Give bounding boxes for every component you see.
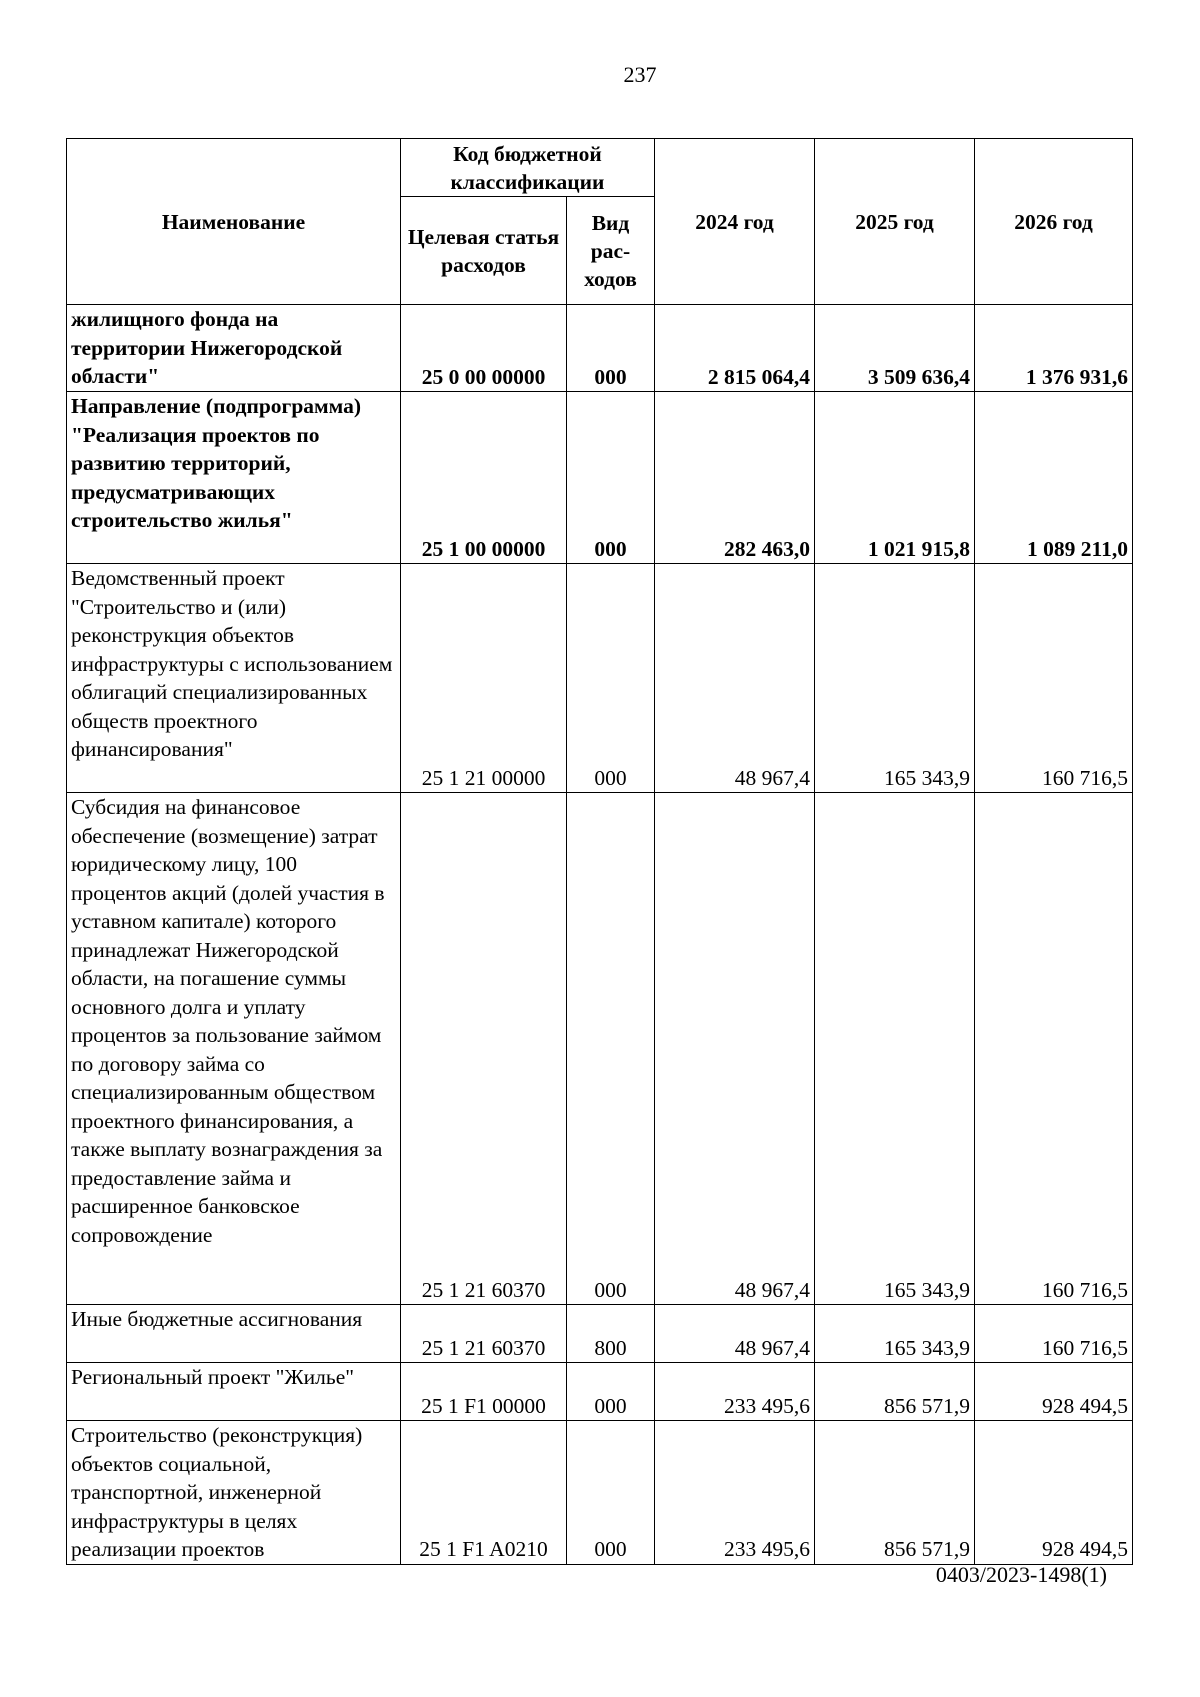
row-2025-value: 165 343,9	[815, 793, 975, 1305]
row-name: Строительство (реконструкция) объектов социальной, транспортной, инженерной инфраструктуры в целях реализации проектов	[67, 1421, 401, 1565]
row-expense-kind: 000	[567, 305, 655, 392]
row-target-code: 25 1 21 60370	[401, 793, 567, 1305]
row-2026-value: 160 716,5	[975, 793, 1133, 1305]
row-target-code: 25 1 21 00000	[401, 564, 567, 793]
budget-table	[66, 138, 1133, 1565]
table-row	[67, 305, 1133, 392]
row-expense-kind: 000	[567, 1363, 655, 1421]
row-name: Направление (подпрограмма) "Реализация проектов по развитию территорий, предусматривающих строительство жилья"	[67, 392, 401, 564]
header-2024: 2024 год	[655, 139, 815, 305]
row-2026-value: 928 494,5	[975, 1363, 1133, 1421]
header-2026: 2026 год	[975, 139, 1133, 305]
row-target-code: 25 1 21 60370	[401, 1305, 567, 1363]
row-2024-value: 48 967,4	[655, 1305, 815, 1363]
row-name: Субсидия на финансовое обеспечение (возмещение) затрат юридическому лицу, 100 процентов акций (долей участия в уставном капитале) которого принадлежат Нижегородской области, на погашение суммы основного долга и уплату процентов за пользование займом по договору займа со специализированным обществом проектного финансирования, а также выплату вознаграждения за предоставление займа и расширенное банковское сопровождение	[67, 793, 401, 1305]
row-target-code: 25 1 F1 00000	[401, 1363, 567, 1421]
row-2026-value: 1 089 211,0	[975, 392, 1133, 564]
row-expense-kind: 000	[567, 564, 655, 793]
header-target-article: Целевая статья расходов	[401, 197, 567, 305]
row-target-code: 25 1 00 00000	[401, 392, 567, 564]
header-name: Наименование	[67, 139, 401, 305]
row-2026-value: 160 716,5	[975, 564, 1133, 793]
row-2026-value: 928 494,5	[975, 1421, 1133, 1565]
row-target-code: 25 1 F1 A0210	[401, 1421, 567, 1565]
table-row	[67, 1421, 1133, 1565]
table-row	[67, 564, 1133, 793]
row-2024-value: 2 815 064,4	[655, 305, 815, 392]
row-name: жилищного фонда на территории Нижегородской области"	[67, 305, 401, 392]
header-code-group: Код бюджетной классификации	[401, 139, 655, 197]
row-2025-value: 165 343,9	[815, 564, 975, 793]
row-expense-kind: 000	[567, 1421, 655, 1565]
row-2025-value: 1 021 915,8	[815, 392, 975, 564]
row-2025-value: 165 343,9	[815, 1305, 975, 1363]
row-2024-value: 282 463,0	[655, 392, 815, 564]
row-2026-value: 160 716,5	[975, 1305, 1133, 1363]
row-2024-value: 233 495,6	[655, 1421, 815, 1565]
row-2026-value: 1 376 931,6	[975, 305, 1133, 392]
table-row	[67, 793, 1133, 1305]
row-expense-kind: 800	[567, 1305, 655, 1363]
row-2024-value: 48 967,4	[655, 564, 815, 793]
row-name: Ведомственный проект "Строительство и (или) реконструкция объектов инфраструктуры с использованием облигаций специализированных обществ проектного финансирования"	[67, 564, 401, 793]
row-name: Иные бюджетные ассигнования	[67, 1305, 401, 1363]
table-row	[67, 392, 1133, 564]
table-row	[67, 1363, 1133, 1421]
row-expense-kind: 000	[567, 793, 655, 1305]
header-2025: 2025 год	[815, 139, 975, 305]
row-name: Региональный проект "Жилье"	[67, 1363, 401, 1421]
table-row	[67, 1305, 1133, 1363]
row-target-code: 25 0 00 00000	[401, 305, 567, 392]
document-registration-code: 0403/2023-1498(1)	[935, 1562, 1107, 1587]
row-2025-value: 856 571,9	[815, 1363, 975, 1421]
row-2024-value: 233 495,6	[655, 1363, 815, 1421]
row-2025-value: 3 509 636,4	[815, 305, 975, 392]
header-expense-kind: Вид рас- ходов	[567, 197, 655, 305]
row-2024-value: 48 967,4	[655, 793, 815, 1305]
row-expense-kind: 000	[567, 392, 655, 564]
page-number: 237	[623, 62, 657, 87]
row-2025-value: 856 571,9	[815, 1421, 975, 1565]
